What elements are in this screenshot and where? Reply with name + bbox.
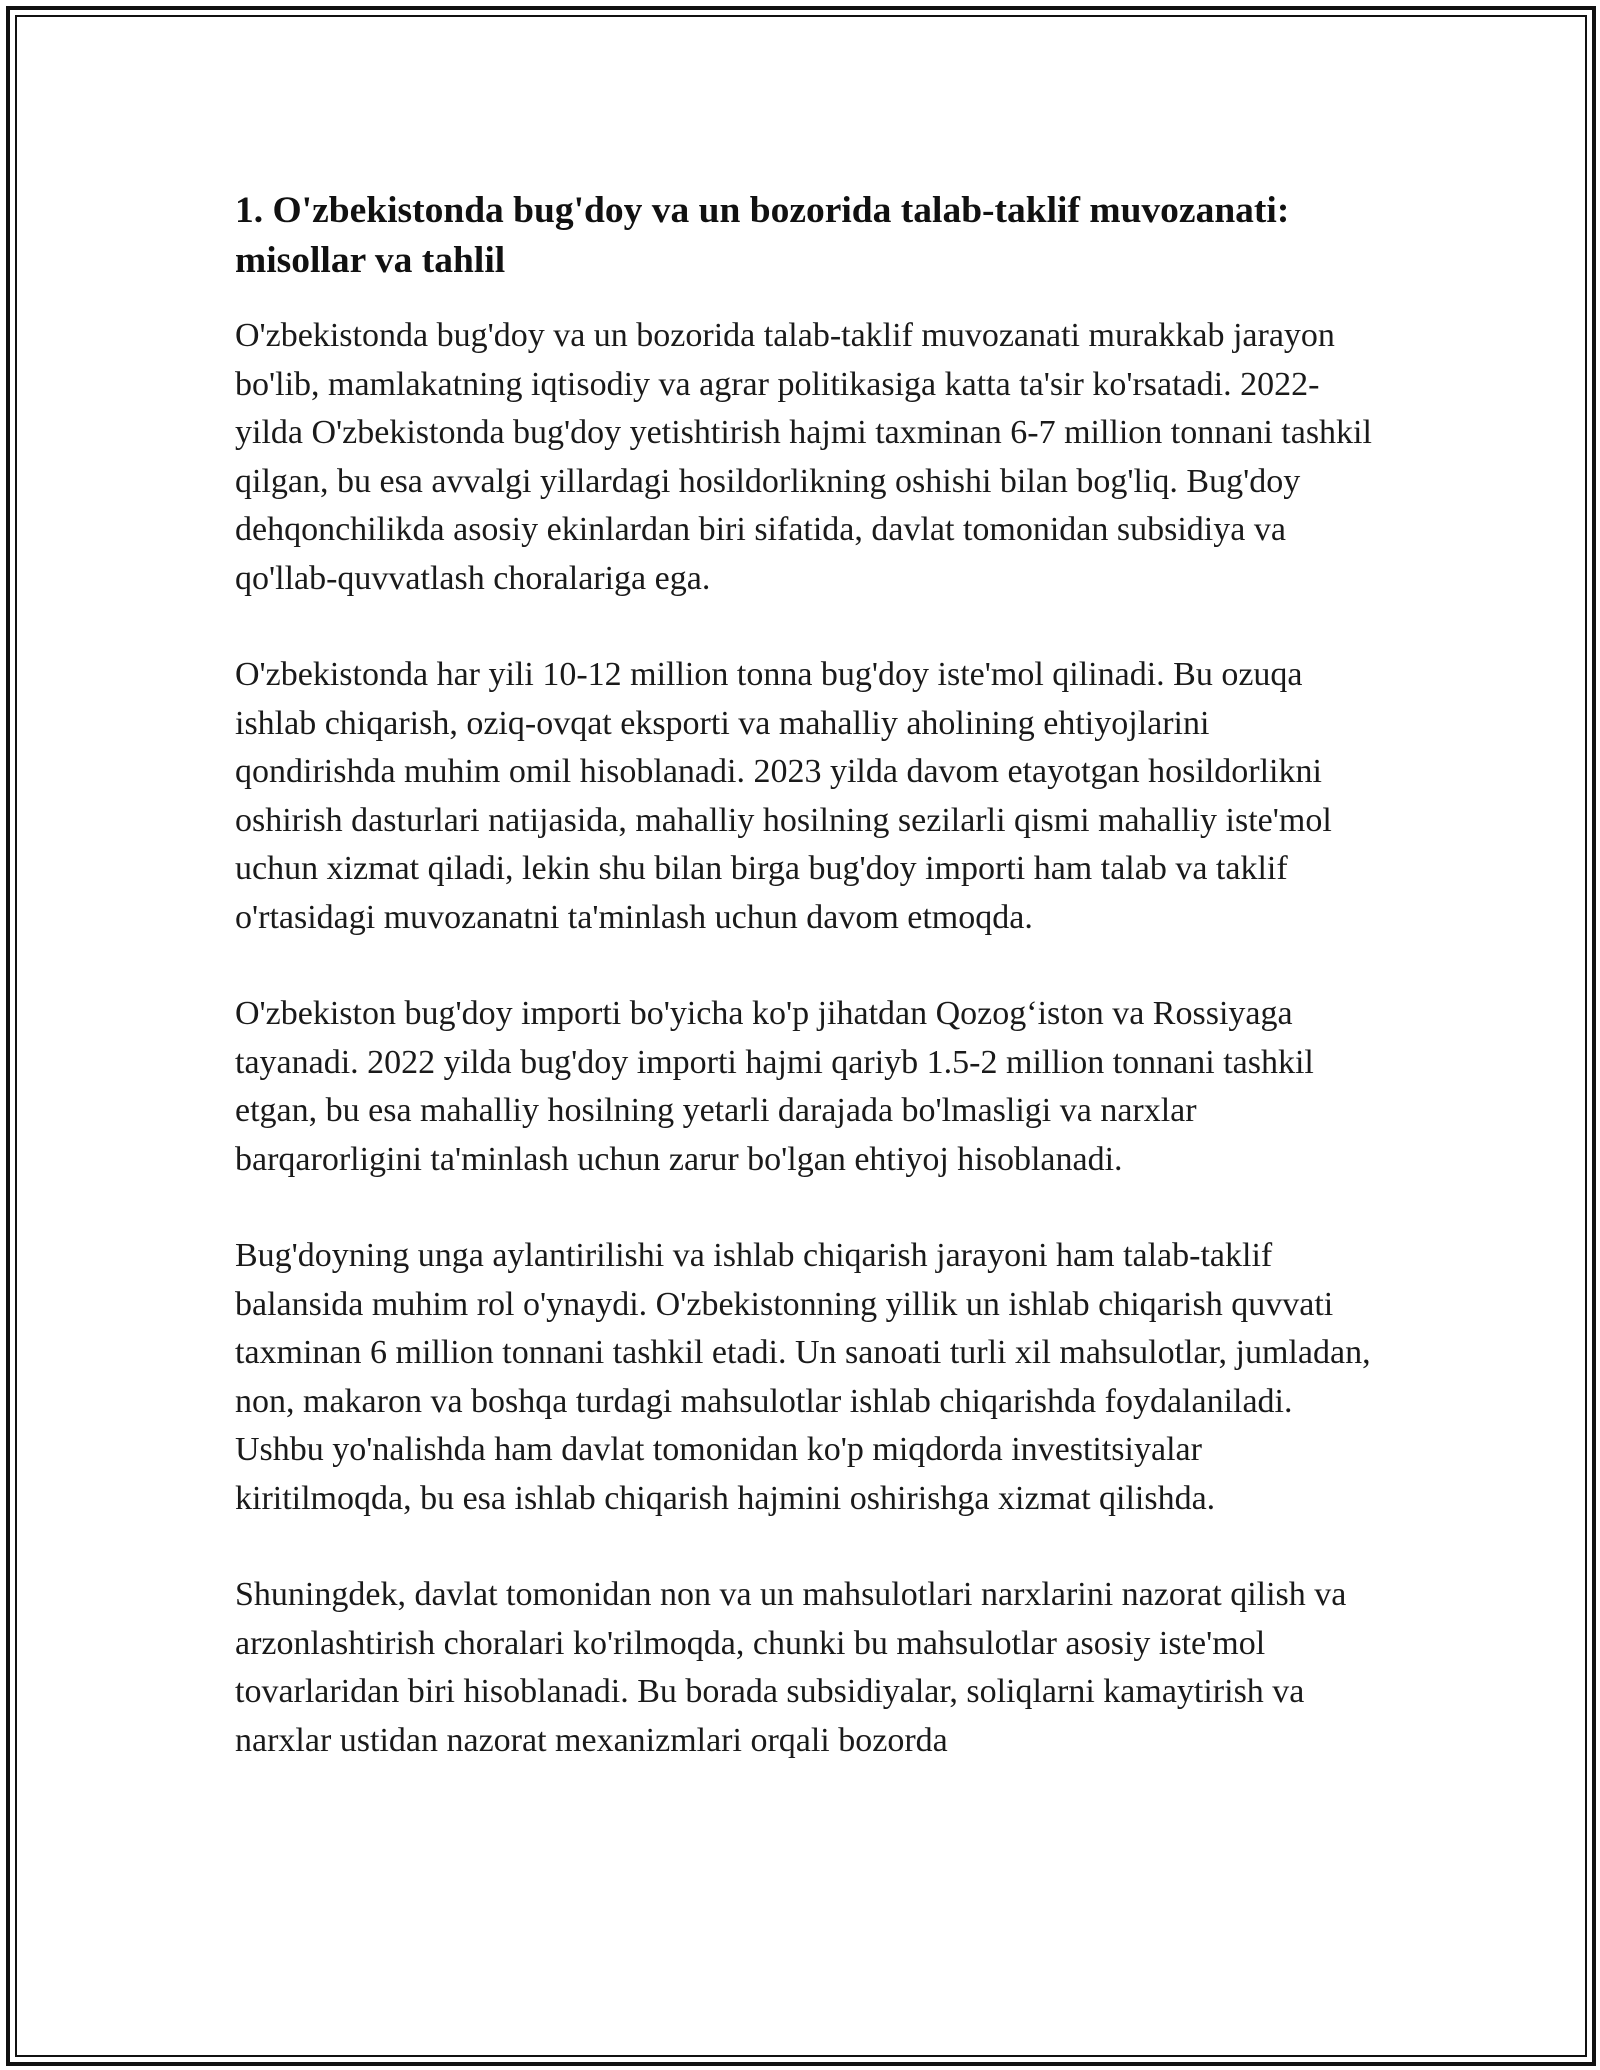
section-heading: 1. O'zbekistonda bug'doy va un bozorida talab-taklif muvozanati: misollar va tahlil (235, 190, 1290, 281)
paragraph-5: Shuningdek, davlat tomonidan non va un mahsulotlari narxlarini nazorat qilish va arzonlashtirish choralari ko'rilmoqda, chunki bu mahsulotlar asosiy iste'mol tovarlaridan biri hisoblanadi. Bu borada subsidiyalar, soliqlarni kamaytirish va narxlar ustidan nazorat mexanizmlari orqali bozorda (235, 1576, 1347, 1759)
document-content (235, 186, 1375, 1765)
document-body (235, 312, 1375, 1765)
paragraph-4: Bug'doyning unga aylantirilishi va ishlab chiqarish jarayoni ham talab-taklif balansida muhim rol o'ynaydi. O'zbekistonning yillik un ishlab chiqarish quvvati taxminan 6 million tonnani tashkil etadi. Un sanoati turli xil mahsulotlar, jumladan, non, makaron va boshqa turdagi mahsulotlar ishlab chiqarishda foydalaniladi. Ushbu yo'nalishda ham davlat tomonidan ko'p miqdorda investitsiyalar kiritilmoqda, bu esa ishlab chiqarish hajmini oshirishga xizmat qilishda. (235, 1237, 1371, 1517)
paragraph-3: O'zbekiston bug'doy importi bo'yicha ko'p jihatdan Qozog‘iston va Rossiyaga tayanadi. 2022 yilda bug'doy importi hajmi qariyb 1.5-2 million tonnani tashkil etgan, bu esa mahalliy hosilning yetarli darajada bo'lmasligi va narxlar barqarorligini ta'minlash uchun zarur bo'lgan ehtiyoj hisoblanadi. (235, 995, 1314, 1178)
paragraph-1: O'zbekistonda bug'doy va un bozorida talab-taklif muvozanati murakkab jarayon bo'lib, mamlakatning iqtisodiy va agrar politikasiga katta ta'sir ko'rsatadi. 2022-yilda O'zbekistonda bug'doy yetishtirish hajmi taxminan 6-7 million tonnani tashkil qilgan, bu esa avvalgi yillardagi hosildorlikning oshishi bilan bog'liq. Bug'doy dehqonchilikda asosiy ekinlardan biri sifatida, davlat tomonidan subsidiya va qo'llab-quvvatlash choralariga ega. (235, 317, 1372, 597)
paragraph-2: O'zbekistonda har yili 10-12 million tonna bug'doy iste'mol qilinadi. Bu ozuqa ishlab chiqarish, oziq-ovqat eksporti va mahalliy aholining ehtiyojlarini qondirishda muhim omil hisoblanadi. 2023 yilda davom etayotgan hosildorlikni oshirish dasturlari natijasida, mahalliy hosilning sezilarli qismi mahalliy iste'mol uchun xizmat qiladi, lekin shu bilan birga bug'doy importi ham talab va taklif o'rtasidagi muvozanatni ta'minlash uchun davom etmoqda. (235, 656, 1332, 936)
